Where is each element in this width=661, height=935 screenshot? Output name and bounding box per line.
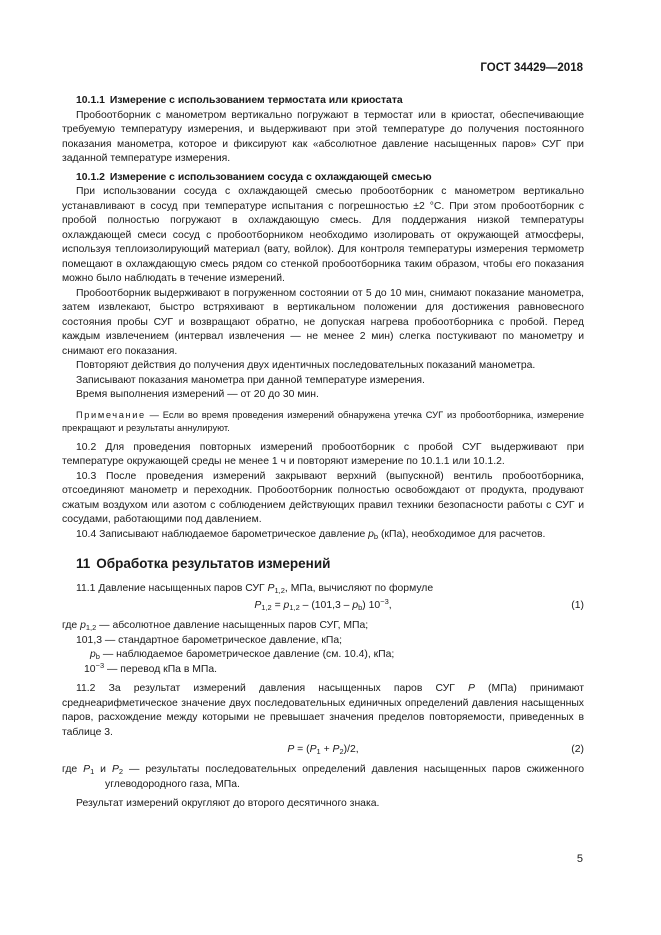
where-item: где $p_{1,2}$ — абсолютное давление насыщенных паров СУГ, МПа; (62, 620, 369, 632)
section-title: Обработка результатов измерений (96, 556, 331, 571)
formula-1 (62, 599, 584, 614)
section-title: Измерение с использованием термостата или криостата (109, 95, 403, 106)
page-content (62, 90, 584, 812)
equation-number: (2) (571, 744, 584, 755)
formula-2 (62, 743, 584, 758)
formula-body: $P_{1,2} = p_{1,2} - (101,3 - p_b)$ $10^{-3}$, (254, 597, 392, 612)
paragraph: Повторяют действия до получения двух идентичных последовательных показаний манометра. (76, 360, 536, 371)
note (62, 409, 584, 435)
standard-designation: ГОСТ 34429—2018 (480, 62, 583, 74)
paragraph-11-2: 11.2 За результат измерений давления насыщенных паров СУГ P (МПа) принимают среднеарифметическое значение двух последовательных единичных определений давления насыщенных паров, расхождение между которыми не превышает значения пределов повторяемости, приведенных в таблице 3. (62, 683, 584, 738)
paragraph: Пробоотборник с манометром вертикально погружают в термостат или в криостат, обеспечивающие требуемую температуру измерения, и выдерживают при этой температуре до получения постоянного показания манометра, которое и фиксируют как «абсолютное давление насыщенных паров» СУГ при заданной температуре измерения. (62, 109, 584, 164)
section-heading-11 (76, 557, 584, 572)
paragraph: Время выполнения измерений — от 20 до 30 мин. (76, 389, 319, 400)
note-text: — Если во время проведения измерений обнаружена утечка СУГ из пробоотборника, измерение прекращают и результаты аннулируют. (62, 409, 584, 433)
equation-number: (1) (571, 600, 584, 611)
paragraph-11-1: 11.1 Давление насыщенных паров СУГ $P_{1,2}$, МПа, вычисляют по формуле (76, 582, 434, 595)
paragraph: Записывают показания манометра при данной температуре измерения. (76, 374, 425, 386)
where-item: 101,3 — стандартное барометрическое давление, кПа; (76, 634, 343, 646)
note-label: Примечание (76, 409, 146, 420)
section-number: 11 (76, 556, 91, 571)
where-list-1 (62, 619, 584, 677)
section-heading-10-1-1 (62, 94, 584, 109)
section-number: 10.1.2 (76, 171, 105, 183)
paragraph-10-4: 10.4 Записывают наблюдаемое барометрическое давление $p_b$ (кПа), необходимое для расчетов. (76, 528, 546, 541)
paragraph-final: Результат измерений округляют до второго десятичного знака. (76, 798, 380, 809)
paragraph: Пробоотборник выдерживают в погруженном состоянии от 5 до 10 мин, снимают показание манометра, затем извлекают, быстро встряхивают в вертикальном положении для достижения равновесного состояния пробы СУГ и возвращают обратно, не допуская нагрева пробоотборника с пробой. Перед каждым извлечением (интервал извлечения — не менее 2 мин) слегка постукивают по манометру и снимают его показания. (62, 287, 584, 357)
where-item: $p_b$ — наблюдаемое барометрическое давление (см. 10.4), кПа; (90, 649, 395, 661)
section-number: 10.1.1 (76, 95, 105, 106)
paragraph-10-3: 10.3 После проведения измерений закрывают верхний (выпускной) вентиль пробоотборника, отсоединяют манометр и переходник. Пробоотборник полностью освобождают от продукта, продувают сжатым воздухом или азотом с соблюдением действующих правил техники безопасности работы с СУГ и сосудами, работающими под давлением. (62, 470, 584, 525)
paragraph: При использовании сосуда с охлаждающей смесью пробоотборник с манометром вертикально устанавливают в сосуд при температуре испытания с погрешностью ±2 °С. При этом пробоотборник с пробой полностью погружают в охлаждающую смесь. Для поддержания низкой температуры охлаждающей смеси сосуд с пробоотборником необходимо изолировать от окружающей атмосферы, используя теплоизолирующий материал (вату, войлок). Для контроля температуры измерения термометр помещают в охлаждающую смесь рядом со стенкой пробоотборника таким образом, чтобы его показания можно было наблюдать в течение измерений. (62, 186, 584, 284)
formula-body: $P = (P_1 + P_2)/2$, (287, 744, 359, 756)
where-item: $10^{-3}$ — перевод кПа в МПа. (84, 660, 218, 675)
section-heading-10-1-2 (62, 171, 584, 186)
section-title: Измерение с использованием сосуда с охлаждающей смесью (109, 171, 432, 183)
page-number: 5 (576, 853, 583, 865)
paragraph-10-2: 10.2 Для проведения повторных измерений пробоотборник с пробой СУГ выдерживают при температуре окружающей среды не менее 1 ч и повторяют измерение по 10.1.1 или 10.1.2. (62, 441, 584, 467)
where-list-2: где $P_1$ и $P_2$ — результаты последовательных определений давления насыщенных паров сжиженного углеводородного газа, МПа. (62, 764, 585, 790)
